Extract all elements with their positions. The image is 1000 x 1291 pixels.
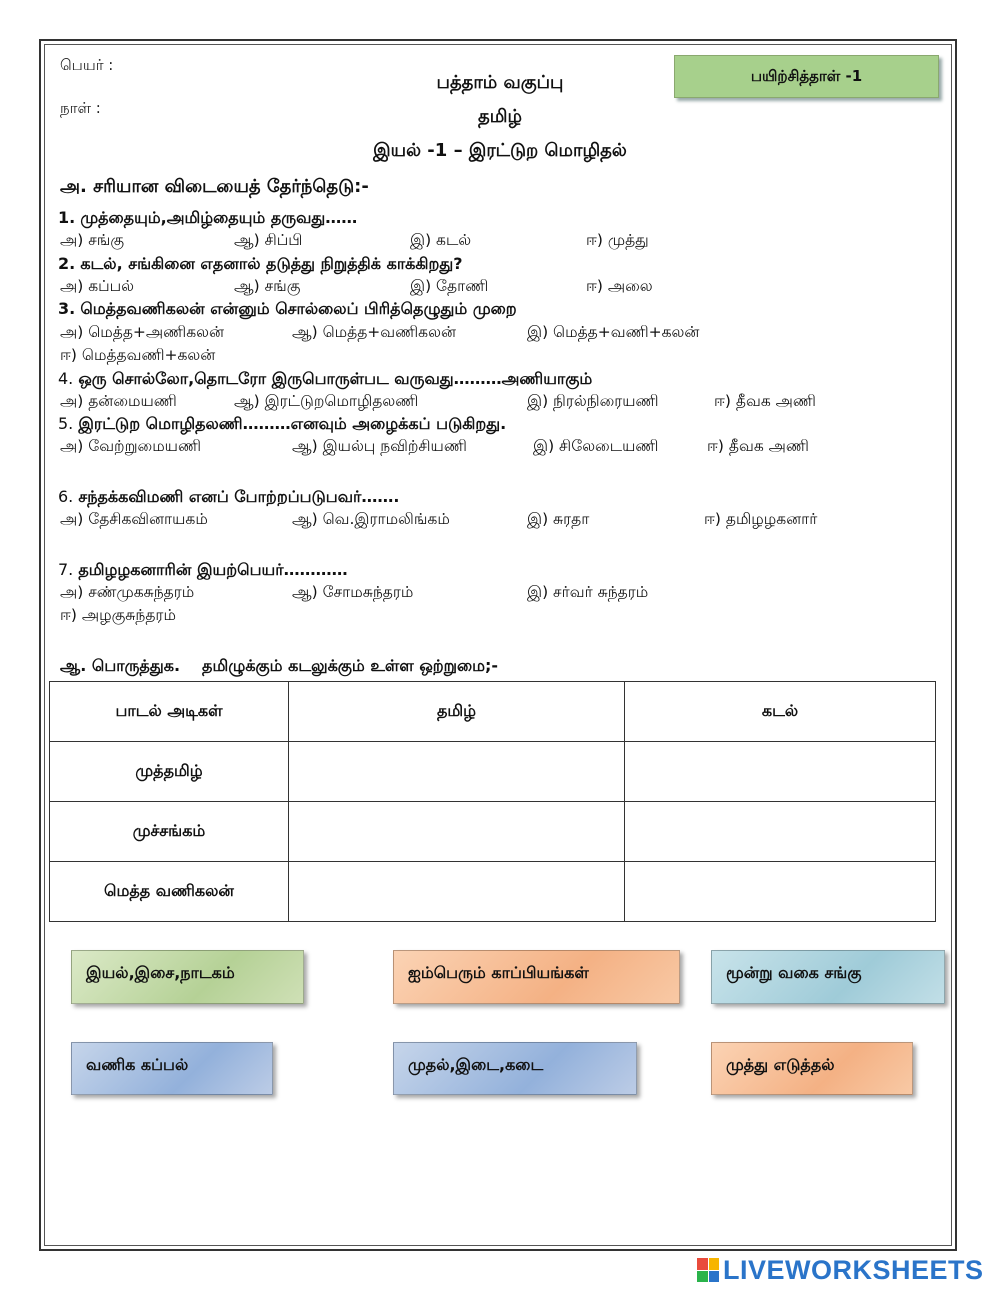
name-label: பெயர் : (60, 56, 114, 74)
drop-zone-tamil[interactable] (289, 862, 625, 922)
question-5 (58, 414, 506, 435)
table-row (50, 862, 936, 922)
option[interactable]: ஈ) தீவக அணி (707, 437, 809, 455)
option[interactable]: அ) சங்கு (60, 231, 125, 249)
drag-card[interactable]: வணிக கப்பல் (71, 1042, 273, 1095)
question-number: 2. (58, 254, 76, 273)
table-row (50, 742, 936, 802)
question-number: 6. (58, 487, 74, 506)
option[interactable]: ஆ) சோமசுந்தரம் (292, 583, 414, 601)
brand-name: LIVEWORKSHEETS (723, 1254, 984, 1285)
option[interactable]: ஈ) தமிழழகனார் (704, 510, 818, 528)
worksheet-badge: பயிற்சித்தாள் -1 (674, 55, 939, 98)
option[interactable]: இ) கடல் (410, 231, 472, 249)
option[interactable]: இ) சிலேடையணி (533, 437, 659, 455)
option[interactable]: அ) தன்மையணி (60, 392, 177, 410)
question-4 (58, 369, 592, 390)
drag-card[interactable]: முத்து எடுத்தல் (711, 1042, 913, 1095)
row-label: முத்தமிழ் (50, 742, 289, 802)
option[interactable]: ஆ) இயல்பு நவிற்சியணி (292, 437, 467, 455)
liveworksheets-logo (697, 1255, 984, 1285)
option[interactable]: ஆ) சங்கு (234, 277, 301, 295)
section-b-heading (60, 656, 498, 677)
option[interactable]: அ) கப்பல் (60, 277, 135, 295)
column-header: பாடல் அடிகள் (50, 682, 289, 742)
option[interactable]: அ) சண்முகசுந்தரம் (60, 583, 195, 601)
section-b-subtitle: தமிழுக்கும் கடலுக்கும் உள்ள ஒற்றுமை;- (202, 656, 499, 675)
option[interactable]: இ) நிரல்நிரையணி (527, 392, 659, 410)
drop-zone-tamil[interactable] (289, 742, 625, 802)
section-a-heading: அ. சரியான விடையைத் தேர்ந்தெடு:- (60, 176, 369, 197)
question-3 (58, 299, 517, 320)
drag-card[interactable]: ஐம்பெரும் காப்பியங்கள் (393, 950, 680, 1004)
question-text: மெத்தவணிகலன் என்னும் சொல்லைப் பிரித்தெழுதும் முறை (80, 299, 517, 318)
drag-card[interactable]: முதல்,இடை,கடை (393, 1042, 637, 1095)
question-6 (58, 487, 399, 508)
option[interactable]: இ) தோணி (410, 277, 489, 295)
question-2 (58, 254, 463, 275)
option[interactable]: அ) தேசிகவினாயகம் (60, 510, 208, 528)
drop-zone-tamil[interactable] (289, 802, 625, 862)
drop-zone-sea[interactable] (625, 802, 936, 862)
question-1 (58, 208, 357, 229)
option[interactable]: ஆ) வெ.இராமலிங்கம் (292, 510, 450, 528)
question-number: 3. (58, 299, 76, 318)
question-text: தமிழழகனாரின் இயற்பெயர்………… (78, 560, 348, 579)
column-header: கடல் (625, 682, 936, 742)
option[interactable]: அ) வேற்றுமையணி (60, 437, 202, 455)
option[interactable]: ஈ) அலை (586, 277, 653, 295)
drop-zone-sea[interactable] (625, 862, 936, 922)
option[interactable]: இ) மெத்த+வணி+கலன் (527, 323, 700, 341)
column-header: தமிழ் (289, 682, 625, 742)
drop-zone-sea[interactable] (625, 742, 936, 802)
question-text: கடல், சங்கினை எதனால் தடுத்து நிறுத்திக் காக்கிறது? (80, 254, 463, 273)
question-7 (58, 560, 348, 581)
option[interactable]: ஆ) இரட்டுறமொழிதலணி (234, 392, 419, 410)
question-text: ஒரு சொல்லோ,தொடரோ இருபொருள்பட வருவது………அணியாகும் (78, 369, 593, 388)
date-label: நாள் : (60, 99, 101, 117)
question-number: 1. (58, 208, 76, 227)
row-label: மெத்த வணிகலன் (50, 862, 289, 922)
question-number: 4. (58, 369, 74, 388)
question-text: சந்தக்கவிமணி எனப் போற்றப்படுபவர்……. (78, 487, 400, 506)
question-number: 5. (58, 414, 74, 433)
subject-title: தமிழ் (478, 106, 522, 127)
table-row (50, 802, 936, 862)
unit-title: இயல் -1 – இரட்டுற மொழிதல் (373, 140, 627, 161)
option[interactable]: இ) சுரதா (527, 510, 590, 528)
drag-card[interactable]: இயல்,இசை,நாடகம் (71, 950, 304, 1004)
row-label: முச்சங்கம் (50, 802, 289, 862)
question-number: 7. (58, 560, 74, 579)
option[interactable]: ஈ) மெத்தவணி+கலன் (60, 346, 216, 364)
question-text: முத்தையும்,அமிழ்தையும் தருவது…… (80, 208, 358, 227)
matching-table (49, 681, 936, 922)
option[interactable]: அ) மெத்த+அணிகலன் (60, 323, 225, 341)
logo-squares-icon (697, 1258, 719, 1282)
question-text: இரட்டுற மொழிதலணி………எனவும் அழைக்கப் படுகிறது. (78, 414, 507, 433)
class-title: பத்தாம் வகுப்பு (436, 72, 564, 93)
option[interactable]: இ) சர்வர் சுந்தரம் (527, 583, 649, 601)
option[interactable]: ஈ) அழகுசுந்தரம் (60, 606, 176, 624)
section-b-title: ஆ. பொருத்துக. (60, 656, 181, 675)
option[interactable]: ஆ) சிப்பி (234, 231, 303, 249)
drag-card[interactable]: மூன்று வகை சங்கு (711, 950, 945, 1004)
option[interactable]: ஆ) மெத்த+வணிகலன் (292, 323, 456, 341)
option[interactable]: ஈ) முத்து (586, 231, 649, 249)
option[interactable]: ஈ) தீவக அணி (714, 392, 816, 410)
table-header-row (50, 682, 936, 742)
